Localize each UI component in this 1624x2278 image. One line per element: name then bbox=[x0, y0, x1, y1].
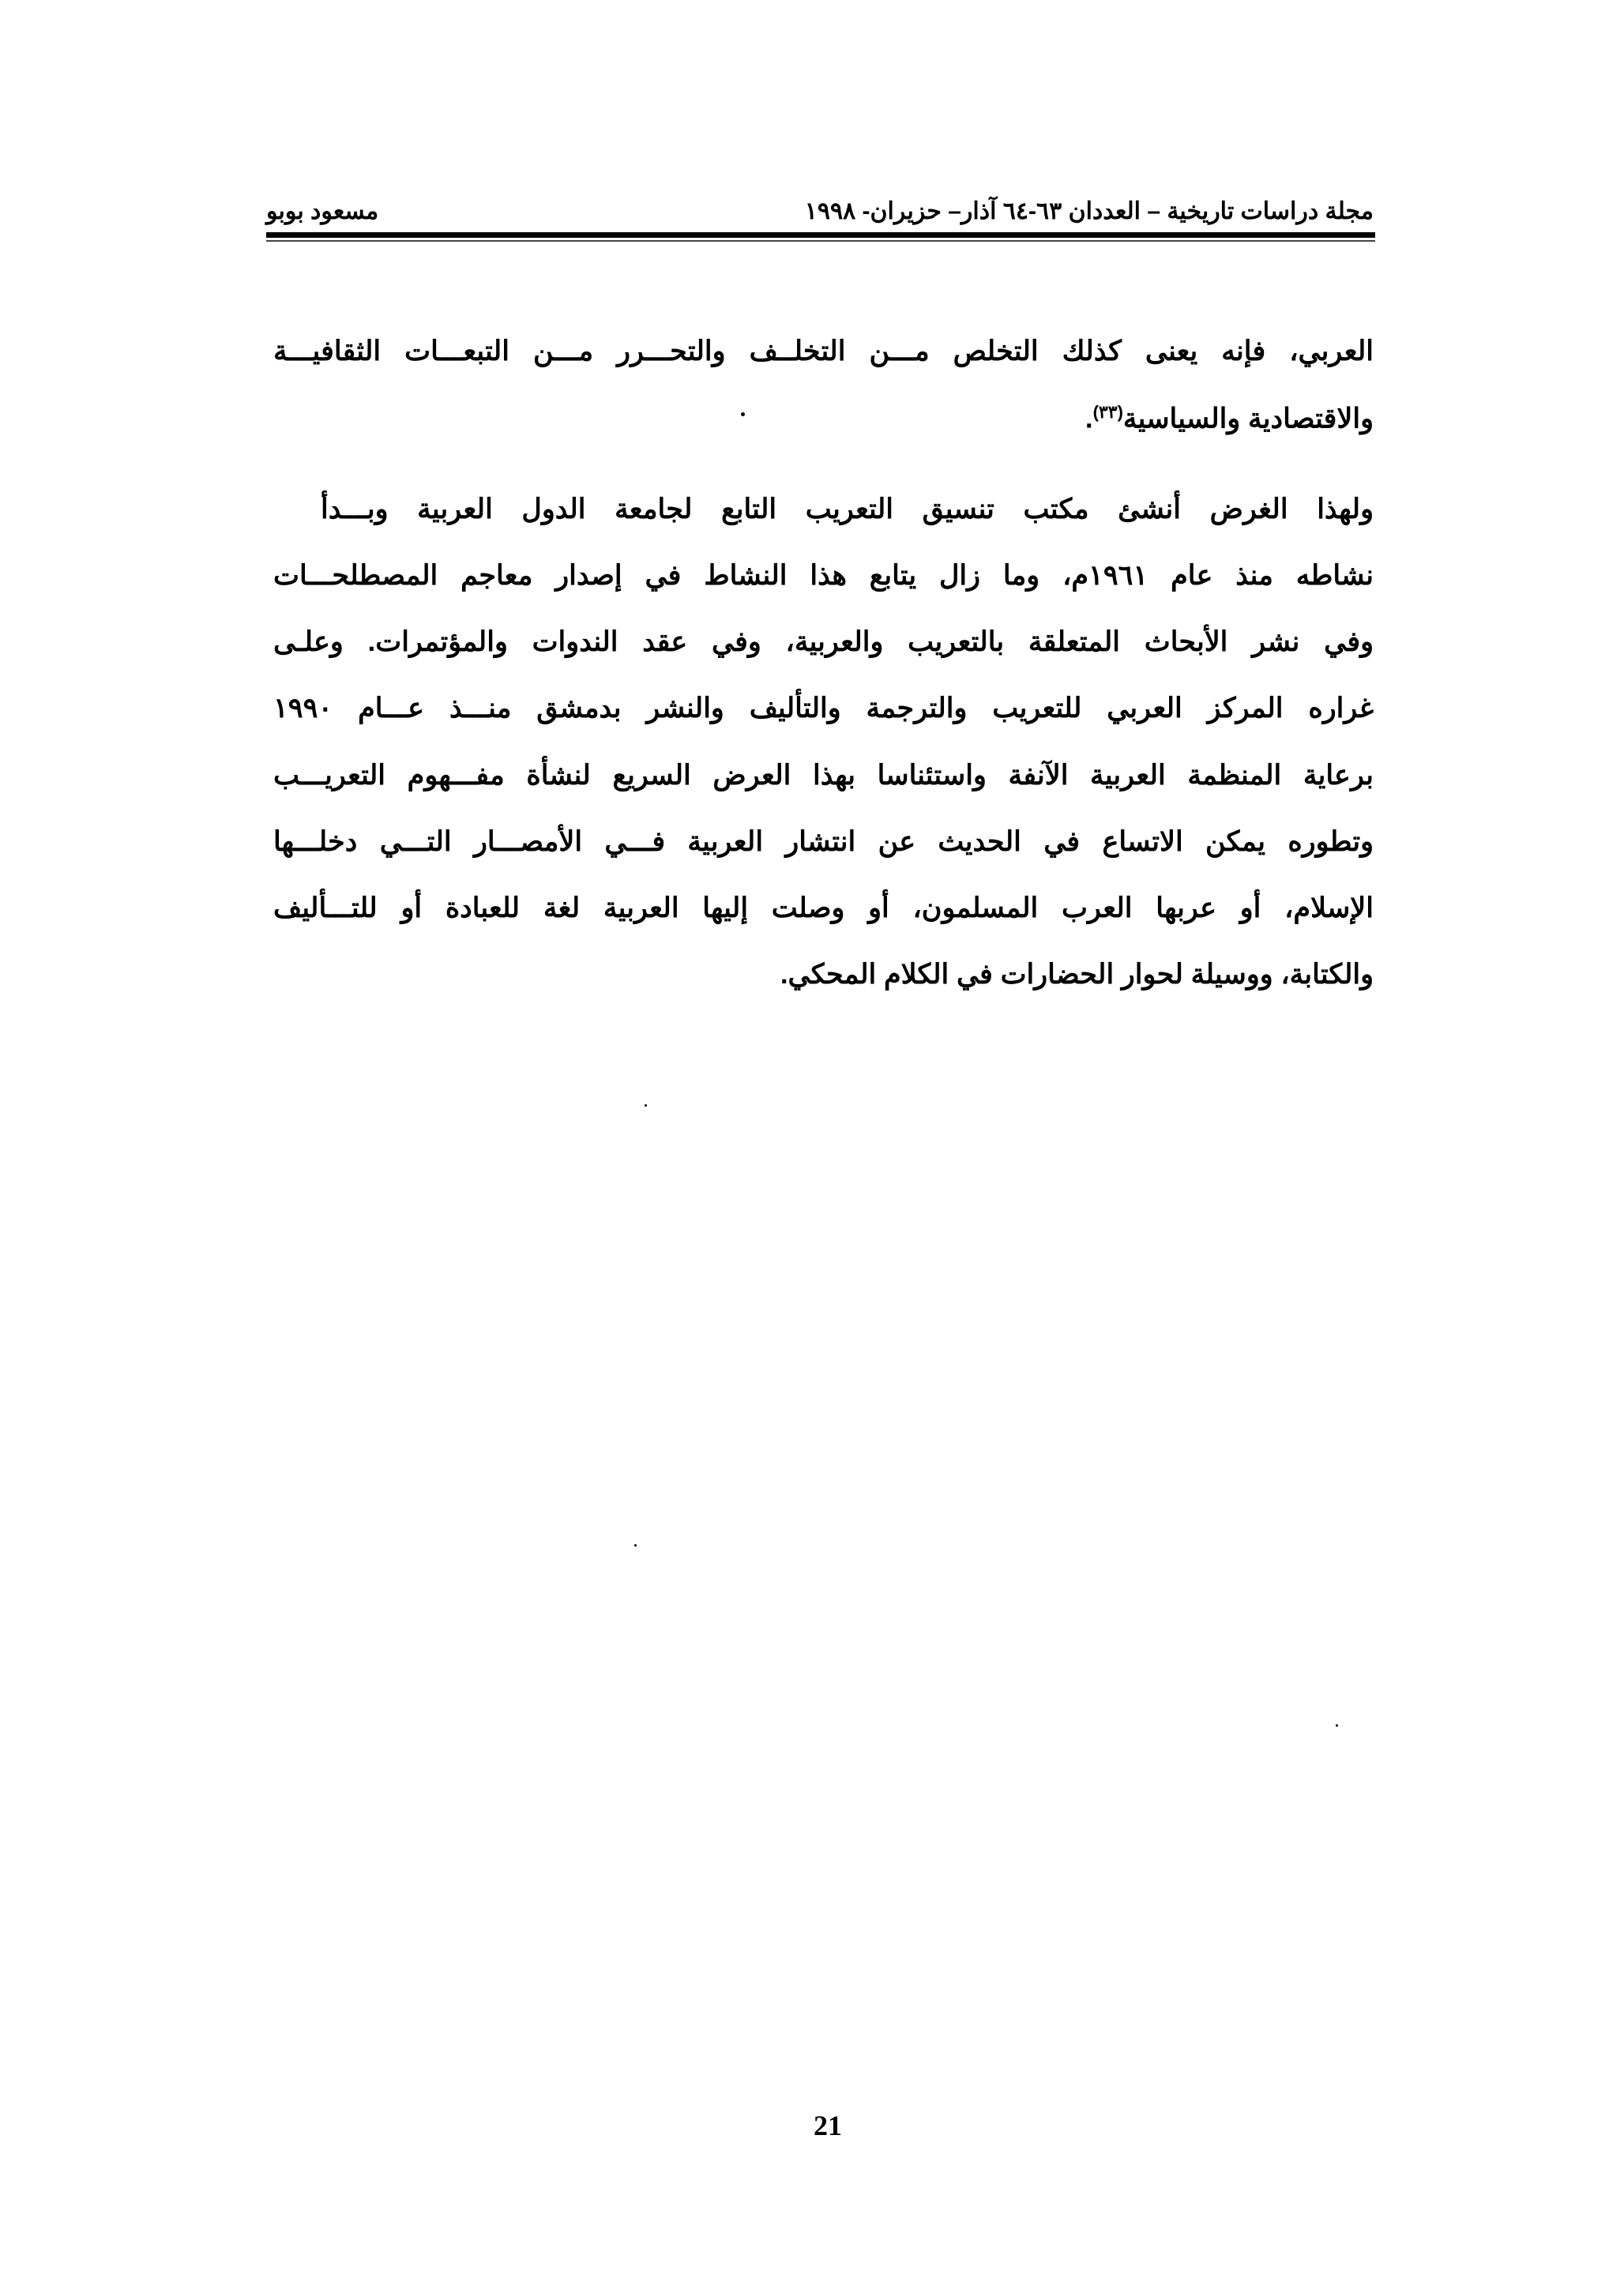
author-name: مسعود بوبو bbox=[266, 198, 379, 224]
text-line-content: والاقتصادية والسياسية bbox=[1122, 403, 1374, 434]
text-line: وفي نشر الأبحاث المتعلقة بالتعريب والعربية، وفي عقد الندوات والمؤتمرات. وعلـى bbox=[273, 626, 1374, 657]
text-line: ولهذا الغرض أنشئ مكتب تنسيق التعريب التابع لجامعة الدول العربية وبـــدأ bbox=[321, 494, 1374, 524]
text-line: نشاطه منذ عام ١٩٦١م، وما زال يتابع هذا النشاط في إصدار معاجم المصطلحـــات bbox=[273, 560, 1374, 591]
sentence-end: . bbox=[1085, 403, 1093, 434]
text-line bbox=[273, 402, 1374, 442]
text-line: الإسلام، أو عربها العرب المسلمون، أو وصلت إليها العربية لغة للعبادة أو للتـــأليف bbox=[273, 893, 1374, 923]
text-line: والكتابة، ووسيلة لحوار الحضارات في الكلام المحكي. bbox=[780, 959, 1374, 990]
journal-title: مجلة دراسات تاريخية – العددان ٦٣-٦٤ آذار– حزيران- ١٩٩٨ bbox=[804, 198, 1374, 224]
scan-speck bbox=[1336, 1724, 1338, 1727]
scan-speck bbox=[645, 1104, 647, 1107]
page-number: 21 bbox=[814, 2110, 842, 2141]
scan-speck bbox=[634, 1544, 637, 1547]
text-line: برعاية المنظمة العربية الآنفة واستئناسا بهذا العرض السريع لنشأة مفـــهوم التعريـــب bbox=[273, 760, 1374, 791]
header-rule bbox=[266, 232, 1375, 238]
text-line: وتطوره يمكن الاتساع في الحديث عن انتشار العربية فـــي الأمصـــار التـــي دخلـــها bbox=[273, 826, 1374, 857]
footnote-reference[interactable]: (٣٣) bbox=[1092, 402, 1123, 422]
scan-speck bbox=[741, 412, 745, 416]
text-line: العربي، فإنه يعنى كذلك التخلص مـــن التخلــف والتحـــرر مـــن التبعـــات الثقافيـــة bbox=[273, 336, 1374, 367]
text-line: غراره المركز العربي للتعريب والترجمة والتأليف والنشر بدمشق منـــذ عـــام ١٩٩٠ bbox=[273, 693, 1374, 724]
running-header bbox=[266, 197, 1374, 232]
header-rule-thin bbox=[266, 240, 1375, 242]
